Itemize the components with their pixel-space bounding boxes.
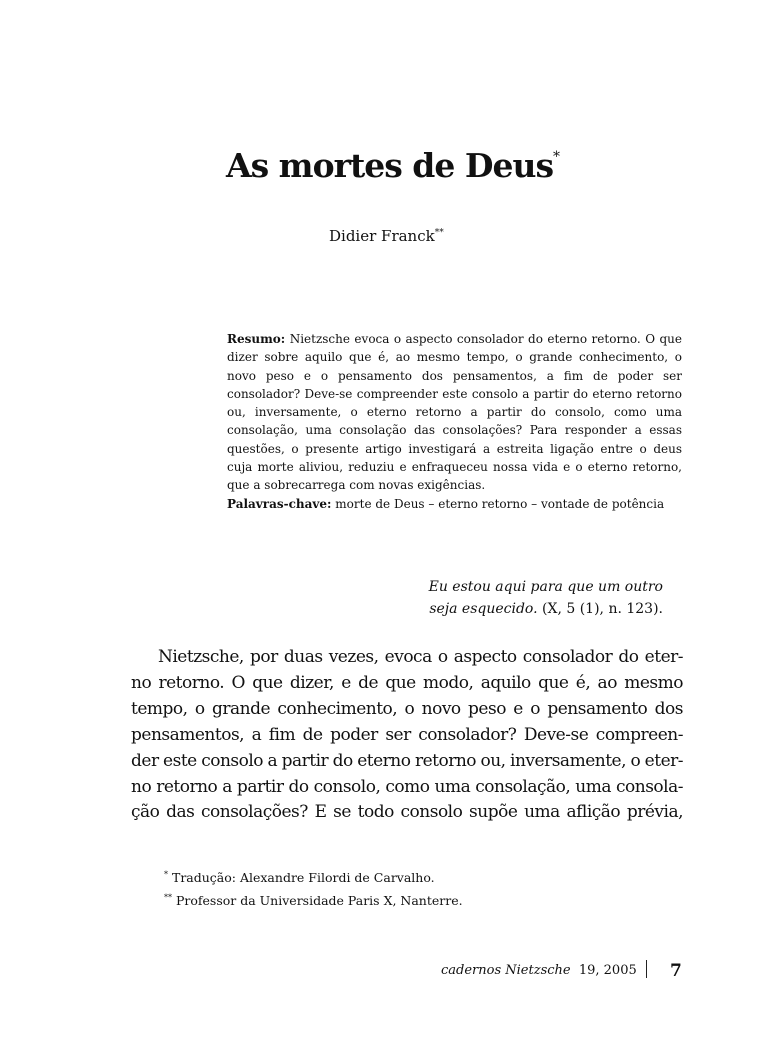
- journal-issue: 19, 2005: [578, 963, 637, 978]
- keywords-text: morte de Deus – eterno retorno – vontade de potência: [335, 496, 665, 511]
- abstract-label: Resumo:: [227, 332, 286, 346]
- epigraph-quote-part-2: seja esquecido.: [429, 601, 538, 617]
- footnote-1: [164, 865, 463, 888]
- author-line: [329, 227, 444, 245]
- page-footer: [441, 960, 683, 984]
- journal-citation: [441, 963, 637, 978]
- body-line: der este consolo a partir do eterno retorno ou, inversamente, o eter-: [131, 750, 683, 771]
- article-title: [226, 146, 559, 185]
- keywords-label: Palavras-chave:: [227, 496, 332, 511]
- footnotes: [164, 865, 463, 911]
- body-line: no retorno a partir do consolo, como uma consolação, uma consola-: [131, 776, 683, 797]
- body-paragraph: [131, 645, 683, 826]
- body-line: Nietzsche, por duas vezes, evoca o aspecto consolador do eter-: [158, 647, 683, 667]
- epigraph-line-1: [343, 576, 663, 598]
- footnote-2: [164, 888, 463, 911]
- journal-name: cadernos Nietzsche: [441, 963, 571, 978]
- abstract-text: Nietzsche evoca o aspecto consolador do eterno retorno. O que dizer sobre aquilo que é, ao mesmo tempo, o grande conhecimento, o novo peso e o pensamento dos pensamentos, a fim de poder ser consolador? Deve-se compreender este consolo a partir do eterno retorno ou, inversamente, o eterno retorno a partir do consolo, como uma consolação, uma consolação das consolações? Para responder a essas questões, o presente artigo investigará a estreita ligação entre o deus cuja morte aliviou, reduziu e enfraqueceu nossa vida e o eterno retorno, que a sobrecarrega com novas exigências.: [227, 332, 682, 493]
- keywords-paragraph: [227, 495, 682, 513]
- body-line: no retorno. O que dizer, e de que modo, aquilo que é, ao mesmo: [131, 672, 683, 693]
- footnote-text: Tradução: Alexandre Filordi de Carvalho.: [171, 870, 435, 886]
- article-title-text: As mortes de Deus: [226, 146, 554, 185]
- page-number: 7: [670, 961, 682, 981]
- abstract-paragraph: [227, 330, 682, 495]
- footnote-text: Professor da Universidade Paris X, Nanterre.: [175, 893, 463, 909]
- author-name: Didier Franck: [329, 227, 435, 245]
- epigraph-reference: (X, 5 (1), n. 123).: [542, 601, 663, 617]
- author-footnote-mark: **: [434, 228, 444, 238]
- body-line: tempo, o grande conhecimento, o novo peso e o pensamento dos: [131, 698, 683, 719]
- epigraph-quote-part-1: Eu estou aqui para que um outro: [428, 579, 663, 595]
- footnote-mark: **: [164, 893, 172, 903]
- body-line: ção das consolações? E se todo consolo supõe uma aflição prévia,: [131, 802, 683, 823]
- footnote-mark: *: [164, 870, 168, 879]
- title-footnote-mark: *: [553, 149, 560, 165]
- body-line: pensamentos, a fim de poder ser consolador? Deve-se compreen-: [131, 724, 683, 745]
- abstract-block: [227, 330, 682, 513]
- footer-divider: [646, 960, 647, 978]
- epigraph-line-2: [343, 598, 663, 620]
- epigraph: [343, 576, 663, 620]
